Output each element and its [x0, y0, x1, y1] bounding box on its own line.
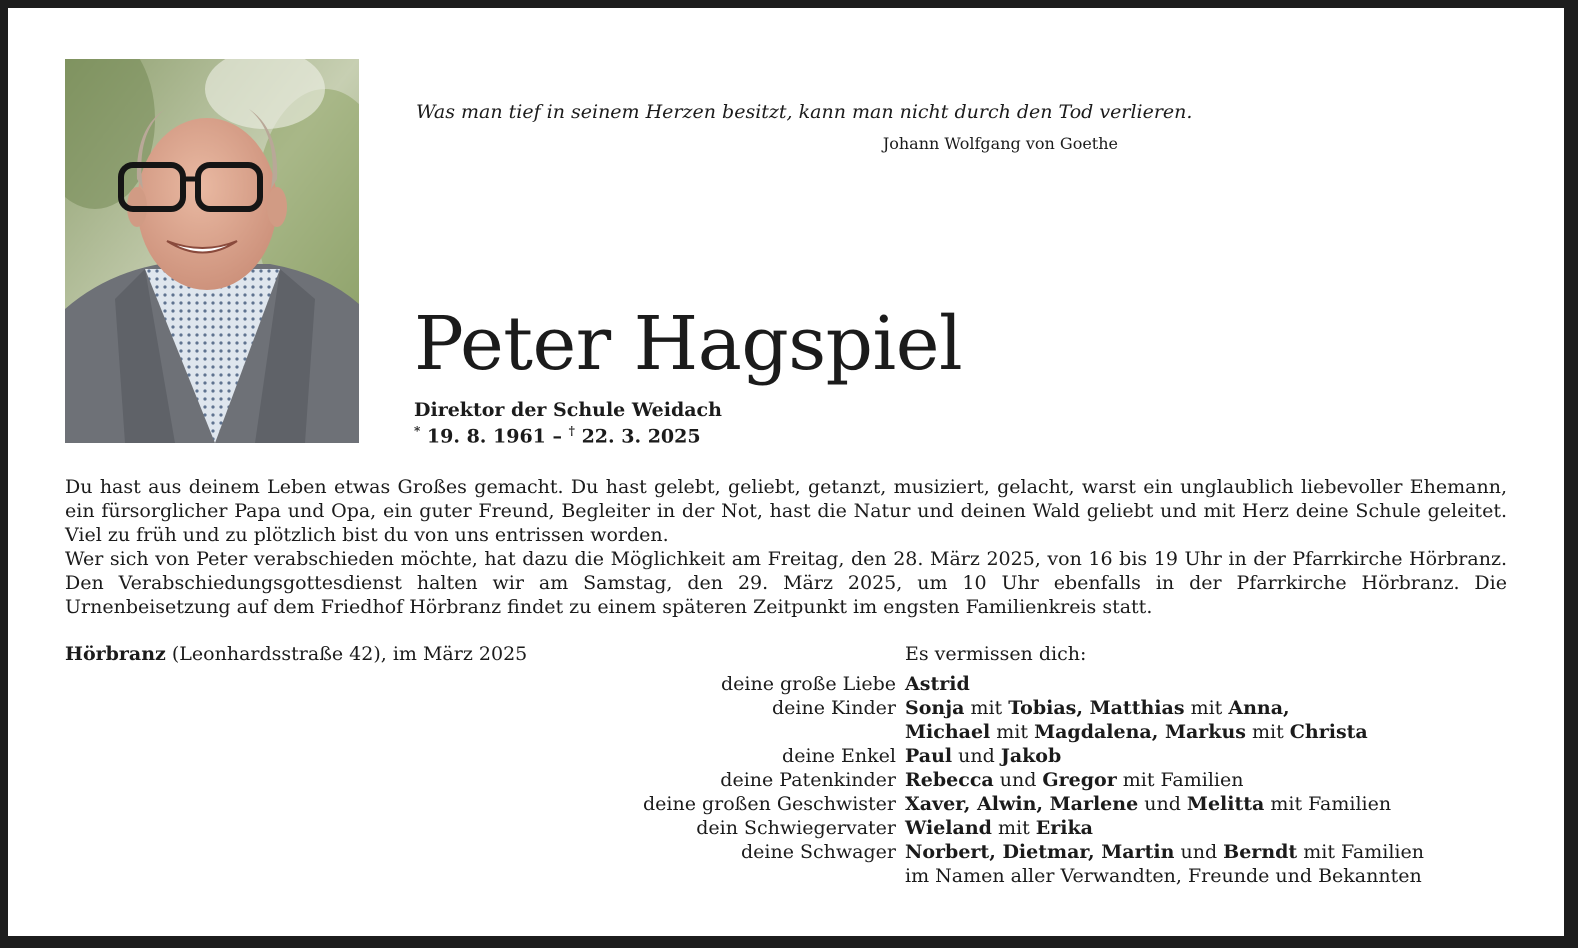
mourner-name-part: Tobias, Matthias [1008, 697, 1185, 719]
quote-author: Johann Wolfgang von Goethe [882, 134, 1118, 153]
mourner-relation [548, 864, 905, 888]
mourner-name-part: und [1174, 841, 1224, 863]
mourner-name-part: mit [991, 817, 1036, 839]
mourner-relation: deine Kinder [771, 697, 896, 719]
mourner-name-part: Astrid [905, 673, 970, 695]
mourners-intro: Es vermissen dich: [905, 643, 1087, 665]
mourner-name-part: Gregor [1042, 769, 1117, 791]
mourner-name-part: Berndt [1223, 841, 1298, 863]
mourner-relation: deine großen Geschwister [642, 793, 896, 815]
deceased-role: Direktor der Schule Weidach [414, 399, 722, 421]
place-address-date: (Leonhardsstraße 42), im März 2025 [165, 643, 528, 665]
mourner-relation: deine Schwager [741, 841, 896, 863]
mourner-names [905, 864, 1548, 888]
mourner-names [905, 840, 1548, 864]
mourner-name-part: Melitta [1186, 793, 1265, 815]
mourner-row [548, 744, 1548, 768]
mourner-row [548, 816, 1548, 840]
mourner-name-part: mit [1184, 697, 1229, 719]
mourner-row [548, 864, 1548, 888]
memorial-quote: Was man tief in seinem Herzen besitzt, kann man nicht durch den Tod verlieren. [416, 101, 1193, 123]
obituary-card [8, 8, 1564, 936]
mourner-name-part: Michael [905, 721, 991, 743]
mourner-relation: deine Enkel [782, 745, 896, 767]
portrait-photo [65, 59, 359, 443]
mourner-name-part: Norbert, Dietmar, Martin [905, 841, 1175, 863]
mourner-name-part: und [1138, 793, 1187, 815]
mourner-names [905, 696, 1548, 720]
mourner-names [905, 792, 1548, 816]
mourners-list [548, 672, 1548, 888]
mourner-name-part: Anna, [1228, 697, 1290, 719]
mourner-name-part: mit Familien [1297, 841, 1424, 863]
mourner-names [905, 816, 1548, 840]
birth-date: 19. 8. 1961 [426, 425, 546, 448]
mourner-name-part: und [993, 769, 1043, 791]
mourner-row [548, 840, 1548, 864]
mourner-name-part: Wieland [905, 817, 992, 839]
deceased-name: Peter Hagspiel [414, 301, 963, 387]
mourner-row [548, 792, 1548, 816]
mourner-relation: deine große Liebe [720, 673, 896, 695]
mourner-names [905, 672, 1548, 696]
place-and-date [65, 643, 527, 665]
birth-mark: * [414, 424, 421, 438]
mourner-name-part: mit Familien [1264, 793, 1392, 815]
mourner-row [548, 672, 1548, 696]
obituary-paragraph: Du hast aus deinem Leben etwas Großes gemacht. Du hast gelebt, geliebt, getanzt, musiziert, gelacht, warst ein unglaublich liebevoller Ehemann, ein fürsorglicher Papa und Opa, ein guter Freund, Begleiter in der Not, hast die Natur und deinen Wald geliebt und mit Herz deine Schule geleitet. Viel zu früh und zu plötzlich bist du von uns entrissen worden. [65, 476, 1507, 546]
mourner-name-part: mit [964, 697, 1009, 719]
death-date: 22. 3. 2025 [581, 425, 701, 448]
mourner-relation [548, 720, 905, 744]
mourner-name-part: Christa [1289, 721, 1368, 743]
mourner-names [905, 744, 1548, 768]
farewell-paragraph: Wer sich von Peter verabschieden möchte, hat dazu die Möglichkeit am Freitag, den 28. März 2025, von 16 bis 19 Uhr in der Pfarrkirche Hörbranz. Den Verabschiedungsgottesdienst halten wir am Samstag, den 29. März 2025, um 10 Uhr ebenfalls in der Pfarrkirche Hörbranz. Die Urnenbeisetzung auf dem Friedhof Hörbranz findet zu einem späteren Zeitpunkt im engsten Familienkreis statt. [65, 548, 1507, 618]
mourner-name-part: im Namen aller Verwandten, Freunde und Bekannten [905, 865, 1422, 887]
place-town: Hörbranz [65, 643, 166, 665]
mourner-names [905, 720, 1548, 744]
mourner-row [548, 696, 1548, 720]
mourner-names [905, 768, 1548, 792]
death-mark: † [568, 424, 575, 438]
mourner-name-part: mit Familien [1116, 769, 1244, 791]
mourner-name-part: und [952, 745, 1001, 767]
mourner-name-part: mit [1245, 721, 1290, 743]
mourner-name-part: Paul [905, 745, 953, 767]
life-dates: * 19. 8. 1961 – † 22. 3. 2025 [414, 424, 701, 448]
mourner-row [548, 720, 1548, 744]
mourner-name-part: Rebecca [905, 769, 994, 791]
mourner-name-part: Magdalena, Markus [1034, 721, 1246, 743]
mourner-relation: deine Patenkinder [720, 769, 896, 791]
mourner-relation: dein Schwiegervater [696, 817, 896, 839]
obituary-text [65, 475, 1507, 619]
mourner-name-part: mit [990, 721, 1035, 743]
mourner-name-part: Erika [1035, 817, 1093, 839]
mourner-name-part: Xaver, Alwin, Marlene [905, 793, 1139, 815]
mourner-name-part: Jakob [1000, 745, 1062, 767]
mourner-row [548, 768, 1548, 792]
mourner-name-part: Sonja [905, 697, 965, 719]
